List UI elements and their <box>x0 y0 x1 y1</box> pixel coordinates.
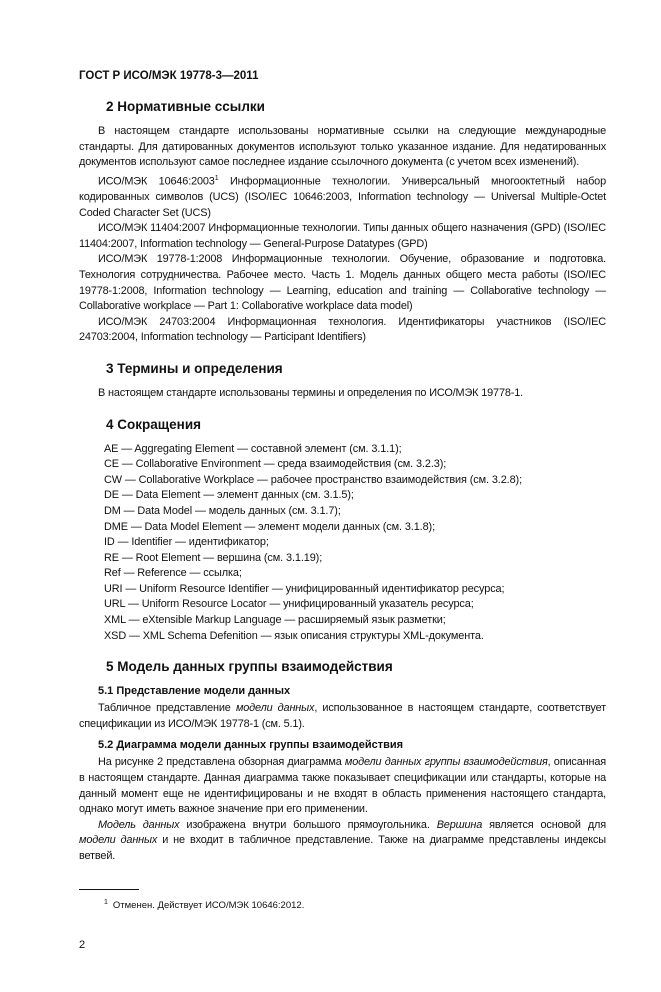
italic-term: Модель данных <box>98 818 180 831</box>
page-number: 2 <box>79 938 86 951</box>
list-item: DE — Data Element — элемент данных (см. 3.1.5); <box>104 489 354 502</box>
section-5-1-heading: 5.1 Представление модели данных <box>98 685 291 698</box>
section-5-2-heading: 5.2 Диаграмма модели данных группы взаимодействия <box>98 739 404 752</box>
paragraph <box>79 818 606 865</box>
section-2-body <box>79 124 606 346</box>
reference-24703: ИСО/МЭК 24703:2004 Информационная технология. Идентификаторы участников (ISO/IEC 24703:2004, Information technology — Participant Identifiers) <box>79 315 606 344</box>
text: и не входит в табличное представление. Также на диаграмме представлены индексы ветвей. <box>79 834 606 862</box>
list-item: DME — Data Model Element — элемент модели данных (см. 3.1.8); <box>104 520 435 533</box>
section-4-heading: 4 Сокращения <box>106 416 201 432</box>
section-5-heading: 5 Модель данных группы взаимодействия <box>106 659 393 675</box>
list-item: Ref — Reference — ссылка; <box>104 567 242 580</box>
italic-term: модели данных <box>235 702 315 715</box>
text: является основой для <box>482 818 606 831</box>
abbreviations-list <box>79 442 606 645</box>
paragraph <box>79 755 606 817</box>
section-2-heading: 2 Нормативные ссылки <box>106 99 265 114</box>
list-item: CW — Collaborative Workplace — рабочее пространство взаимодействия (см. 3.2.8); <box>104 473 523 486</box>
section-3-heading: 3 Термины и определения <box>106 360 283 376</box>
list-item: AE — Aggregating Element — составной элемент (см. 3.1.1); <box>104 442 402 455</box>
text: Табличное представление <box>98 702 236 715</box>
footnote-divider <box>79 889 139 890</box>
reference-19778-1: ИСО/МЭК 19778-1:2008 Информационные технологии. Обучение, образование и подготовка. Технология сотрудничества. Рабочее место. Часть 1. Модель данных общего места работы (ISO/IEC 19778-1:2008, Information technology — Learning, education and training — Collaborative technology — Collaborative workplace — Part 1: Collaborative workplace data model) <box>79 253 606 313</box>
list-item: XSD — XML Schema Defenition — язык описания структуры XML-документа. <box>104 629 484 642</box>
reference-11404: ИСО/МЭК 11404:2007 Информационные технологии. Типы данных общего назначения (GPD) (ISO/IEC 11404:2007, Information technology — General-Purpose Datatypes (GPD) <box>79 222 606 250</box>
list-item: URI — Uniform Resource Identifier — унифицированный идентификатор ресурса; <box>104 582 505 595</box>
document-header: ГОСТ Р ИСО/МЭК 19778-3—2011 <box>79 70 259 82</box>
italic-term: модели данных <box>79 834 158 847</box>
text: , описанная в настоящем стандарте. Данная диаграмма также показывает спецификации или стандарты, которые на данный момент еще не идентифицированы и не входят в область применения настоящего стандарта, однако могут иметь важное значение при его применении. <box>79 756 606 816</box>
list-item: URL — Uniform Resource Locator — унифицированный указатель ресурса; <box>104 598 474 611</box>
list-item: ID — Identifier — идентификатор; <box>104 536 269 549</box>
ref-code: ИСО/МЭК 10646:2003 <box>98 175 215 188</box>
list-item: RE — Root Element — вершина (см. 3.1.19); <box>104 551 323 564</box>
text: , использованное в настоящем стандарте, соответствует спецификации из ИСО/МЭК 19778-1 (см. 5.1). <box>79 702 606 730</box>
text: изображена внутри большого прямоугольника. <box>179 818 437 831</box>
footnote-ref: 1 <box>214 174 219 182</box>
list-item: CE — Collaborative Environment — среда взаимодействия (см. 3.2.3); <box>104 458 447 471</box>
paragraph: В настоящем стандарте использованы нормативные ссылки на следующие международные стандарты. Для датированных документов используют только указанное издание. Для недатированных документов используют самое последнее издание ссылочного документа (с учетом всех изменений). <box>79 125 606 169</box>
footnote-mark: 1 <box>104 898 108 906</box>
list-item: DM — Data Model — модель данных (см. 3.1.7); <box>104 504 341 517</box>
reference-10646 <box>79 171 606 221</box>
italic-term: модели данных группы взаимодействия <box>344 756 548 769</box>
footnote <box>79 896 606 912</box>
list-item: XML — eXtensible Markup Language — расширяемый язык разметки; <box>104 614 446 627</box>
paragraph <box>79 701 606 732</box>
footnote-text: Отменен. Действует ИСО/МЭК 10646:2012. <box>112 899 305 911</box>
ref-text: Информационные технологии. Универсальный многооктетный набор кодированных символов (UCS) (ISO/IEC 10646:2003, Information technology — Universal Multiple-Octet Coded Character Set (UCS) <box>79 175 606 219</box>
text: На рисунке 2 представлена обзорная диаграмма <box>98 756 345 769</box>
paragraph: В настоящем стандарте использованы термины и определения по ИСО/МЭК 19778-1. <box>98 386 524 399</box>
italic-term: Вершина <box>436 818 483 831</box>
